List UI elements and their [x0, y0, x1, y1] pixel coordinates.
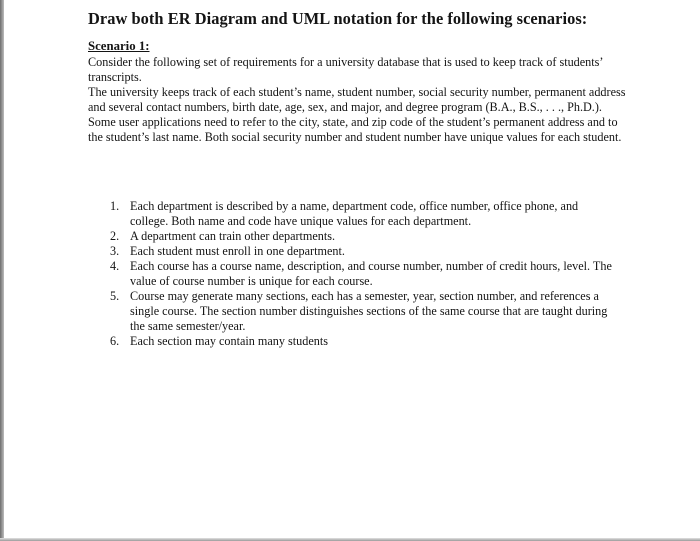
list-item-number: 6. — [110, 334, 120, 348]
scenario-heading: Scenario 1: — [88, 39, 150, 53]
list-item-text: Each section may contain many students — [130, 334, 328, 348]
list-item-text: Each course has a course name, description, and course number, number of credit hours, level. The value of course number is unique for each course. — [130, 259, 612, 288]
list-item-number: 1. — [110, 199, 120, 213]
requirements-list — [110, 199, 615, 349]
list-item — [110, 244, 615, 259]
page-title: Draw both ER Diagram and UML notation for the following scenarios: — [88, 9, 588, 28]
scenario-description — [88, 55, 633, 145]
list-item-text: A department can train other departments. — [130, 229, 336, 243]
list-item-number: 3. — [110, 244, 120, 258]
paragraph-address-details: Some user applications need to refer to the city, state, and zip code of the student’s permanent address and to the student’s last name. Both social security number and student number have unique values for each student. — [88, 115, 622, 144]
list-item-number: 5. — [110, 289, 120, 303]
list-item — [110, 199, 615, 229]
list-item-text: Each department is described by a name, department code, office number, office phone, and college. Both name and code have unique values for each department. — [130, 199, 579, 228]
list-item — [110, 229, 615, 244]
paragraph-student-attributes: The university keeps track of each student’s name, student number, social security number, permanent address and several contact numbers, birth date, age, sex, and major, and degree program (B.A., B.S., . . ., Ph.D.). — [88, 85, 626, 114]
list-item-text: Each student must enroll in one department. — [130, 244, 345, 258]
list-item-number: 2. — [110, 229, 120, 243]
list-item — [110, 289, 615, 334]
list-item — [110, 259, 615, 289]
page-left-shadow — [0, 0, 4, 541]
list-item — [110, 334, 615, 349]
paragraph-intro: Consider the following set of requirements for a university database that is used to keep track of students’ transcripts. — [88, 55, 603, 84]
list-item-text: Course may generate many sections, each has a semester, year, section number, and references a single course. The section number distinguishes sections of the same course that are taught during the same semester/year. — [130, 289, 608, 333]
list-item-number: 4. — [110, 259, 120, 273]
